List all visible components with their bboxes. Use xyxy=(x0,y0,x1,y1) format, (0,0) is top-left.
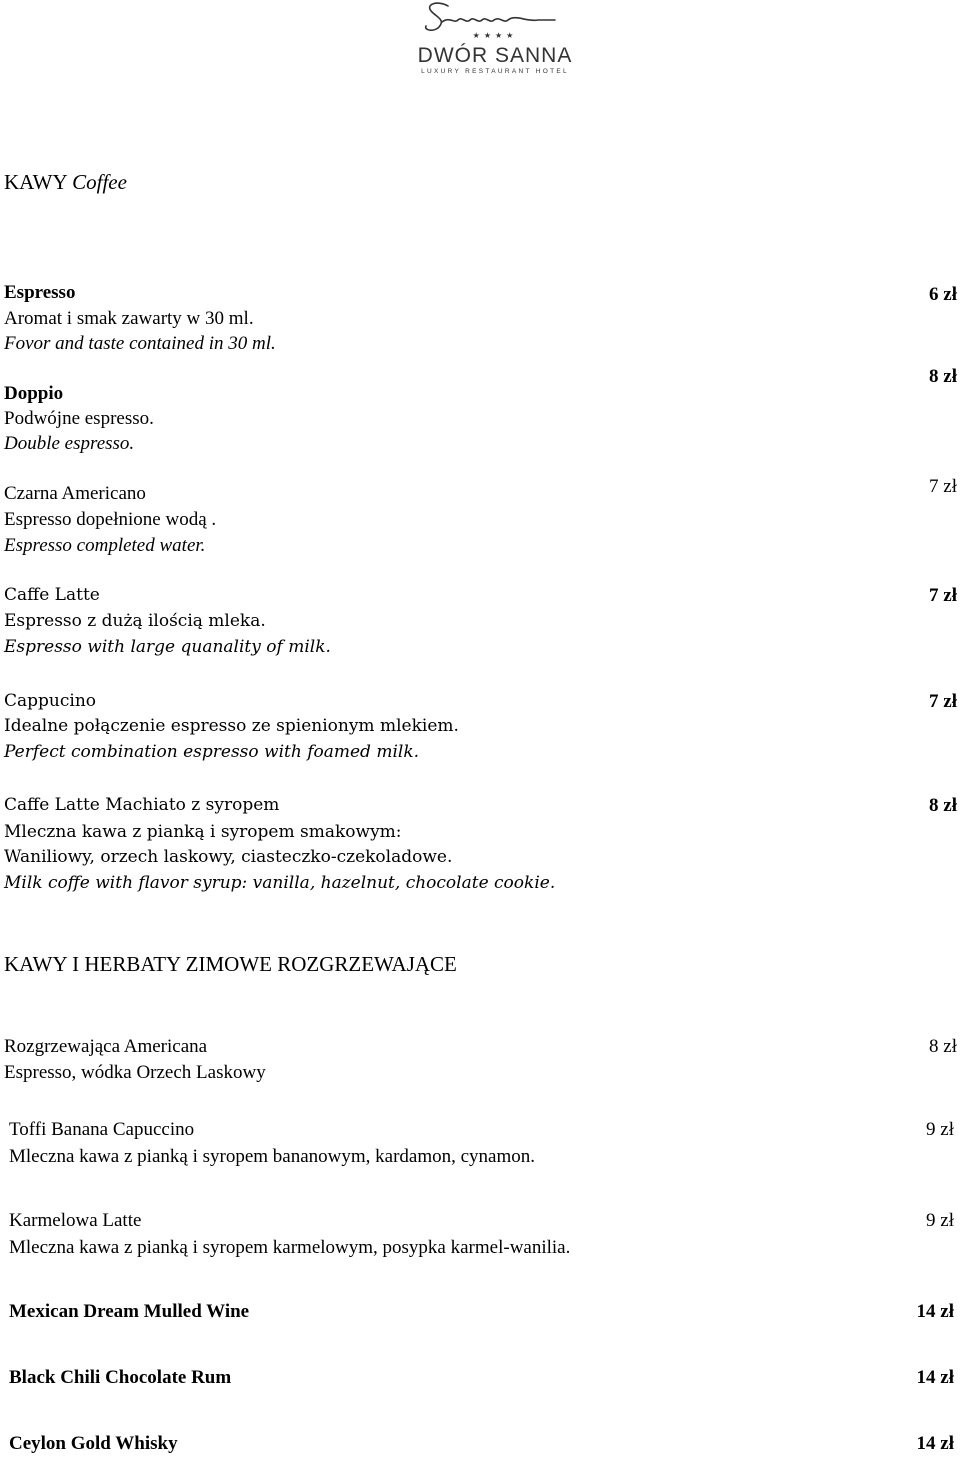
item-name: Ceylon Gold Whisky xyxy=(9,1433,178,1454)
item-price: 14 zł xyxy=(916,1433,954,1454)
item-desc-pl: Idealne połączenie espresso ze spienionym mlekiem. xyxy=(4,716,459,736)
item-name: Rozgrzewająca Americana xyxy=(4,1036,208,1057)
item-desc-pl: Espresso dopełnione wodą . xyxy=(4,509,217,530)
hotel-name: DWÓR SANNA xyxy=(417,44,573,67)
item-desc-pl: Aromat i smak zawarty w 30 ml. xyxy=(4,308,254,329)
item-desc-en: Espresso with large quanality of milk. xyxy=(4,637,331,657)
item-price: 8 zł xyxy=(929,795,957,816)
item-price: 7 zł xyxy=(929,585,957,606)
item-desc: Mleczna kawa z pianką i syropem karmelowym, posypka karmel-wanilia. xyxy=(9,1237,571,1258)
item-desc-pl: Podwójne espresso. xyxy=(4,408,154,429)
hotel-logo xyxy=(405,0,585,80)
item-desc: Espresso, wódka Orzech Laskowy xyxy=(4,1062,266,1083)
item-desc-pl2: Waniliowy, orzech laskowy, ciasteczko-czekoladowe. xyxy=(4,847,453,867)
item-desc-pl: Espresso z dużą ilością mleka. xyxy=(4,611,266,631)
hotel-tagline: LUXURY RESTAURANT HOTEL xyxy=(421,68,569,75)
section-title-winter: KAWY I HERBATY ZIMOWE ROZGRZEWAJĄCE xyxy=(4,952,457,976)
item-price: 9 zł xyxy=(926,1119,954,1140)
item-price: 7 zł xyxy=(929,691,957,712)
item-name: Black Chili Chocolate Rum xyxy=(9,1367,232,1388)
section-title-coffee: KAWY Coffee xyxy=(4,170,127,194)
item-desc-en: Milk coffe with flavor syrup: vanilla, hazelnut, chocolate cookie. xyxy=(4,873,556,893)
item-name: Karmelowa Latte xyxy=(9,1210,142,1231)
item-desc-en: Espresso completed water. xyxy=(4,535,206,556)
item-desc-en: Double espresso. xyxy=(4,433,135,454)
item-price: 9 zł xyxy=(926,1210,954,1231)
item-name: Mexican Dream Mulled Wine xyxy=(9,1301,250,1322)
item-name: Caffe Latte xyxy=(4,585,100,605)
item-price: 14 zł xyxy=(916,1301,954,1322)
item-desc-en: Fovor and taste contained in 30 ml. xyxy=(4,333,276,354)
sanna-script-logo-icon xyxy=(420,0,570,34)
item-price: 14 zł xyxy=(916,1367,954,1388)
item-price: 8 zł xyxy=(929,1036,957,1057)
item-price: 6 zł xyxy=(929,284,957,305)
item-name: Caffe Latte Machiato z syropem xyxy=(4,795,280,815)
rating-stars: ★★★★ xyxy=(472,31,518,40)
item-price: 7 zł xyxy=(929,476,957,497)
item-price: 8 zł xyxy=(929,366,957,387)
item-name: Cappucino xyxy=(4,691,96,711)
item-name: Czarna Americano xyxy=(4,483,146,504)
item-name: Doppio xyxy=(4,383,64,404)
item-name: Toffi Banana Capuccino xyxy=(9,1119,195,1140)
item-desc-en: Perfect combination espresso with foamed milk. xyxy=(4,742,420,762)
item-desc-pl: Mleczna kawa z pianką i syropem smakowym: xyxy=(4,822,402,842)
item-name: Espresso xyxy=(4,282,76,303)
item-desc: Mleczna kawa z pianką i syropem bananowym, kardamon, cynamon. xyxy=(9,1146,536,1167)
